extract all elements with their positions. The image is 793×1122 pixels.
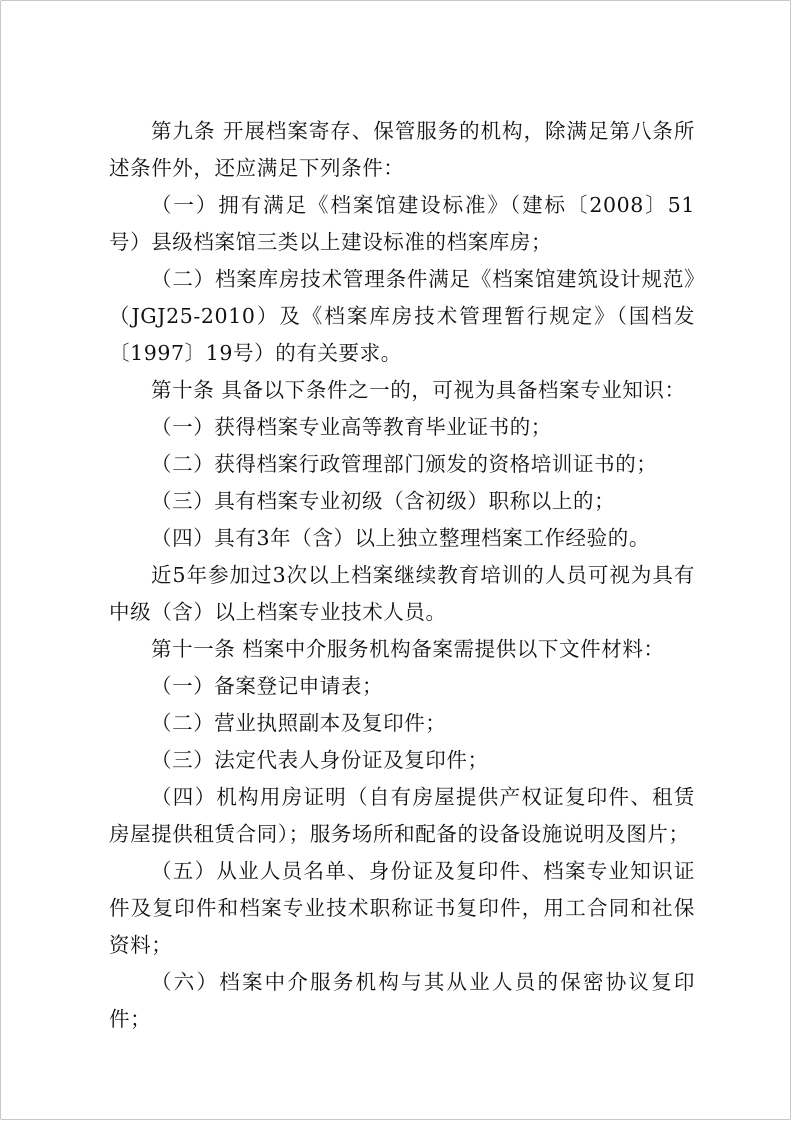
article-9-item-2: （二）档案库房技术管理条件满足《档案馆建筑设计规范》（JGJ25-2010）及《档案库房技术管理暂行规定》（国档发〔1997〕19号）的有关要求。 — [109, 267, 695, 365]
article-10-intro: 第十条 具备以下条件之一的，可视为具备档案专业知识： — [151, 378, 686, 402]
article-11-item-5: （五）从业人员名单、身份证及复印件、档案专业知识证件及复印件和档案专业技术职称证书复印件，用工合同和社保资料； — [109, 859, 695, 957]
article-9-intro: 第九条 开展档案寄存、保管服务的机构，除满足第八条所述条件外，还应满足下列条件： — [109, 119, 695, 180]
article-11-item-6: （六）档案中介服务机构与其从业人员的保密协议复印件； — [109, 970, 695, 1031]
article-11-item-3: （三）法定代表人身份证及复印件； — [151, 748, 489, 772]
article-9-item-1: （一）拥有满足《档案馆建设标准》（建标〔2008〕51号）县级档案馆三类以上建设标准的档案库房； — [109, 193, 695, 254]
document-body — [109, 113, 695, 1038]
article-10-item-4: （四）具有3年（含）以上独立整理档案工作经验的。 — [151, 526, 650, 550]
article-11-item-4: （四）机构用房证明（自有房屋提供产权证复印件、租赁房屋提供租赁合同）；服务场所和配备的设备设施说明及图片； — [109, 785, 695, 846]
article-10-item-3: （三）具有档案专业初级（含初级）职称以上的； — [151, 489, 616, 513]
article-11-intro: 第十一条 档案中介服务机构备案需提供以下文件材料： — [151, 637, 665, 661]
article-10-note: 近5年参加过3次以上档案继续教育培训的人员可视为具有中级（含）以上档案专业技术人员。 — [109, 563, 695, 624]
article-10-item-1: （一）获得档案专业高等教育毕业证书的； — [151, 415, 552, 439]
article-11-item-1: （一）备案登记申请表； — [151, 674, 384, 698]
article-10-item-2: （二）获得档案行政管理部门颁发的资格培训证书的； — [151, 452, 658, 476]
article-11-item-2: （二）营业执照副本及复印件； — [151, 711, 447, 735]
